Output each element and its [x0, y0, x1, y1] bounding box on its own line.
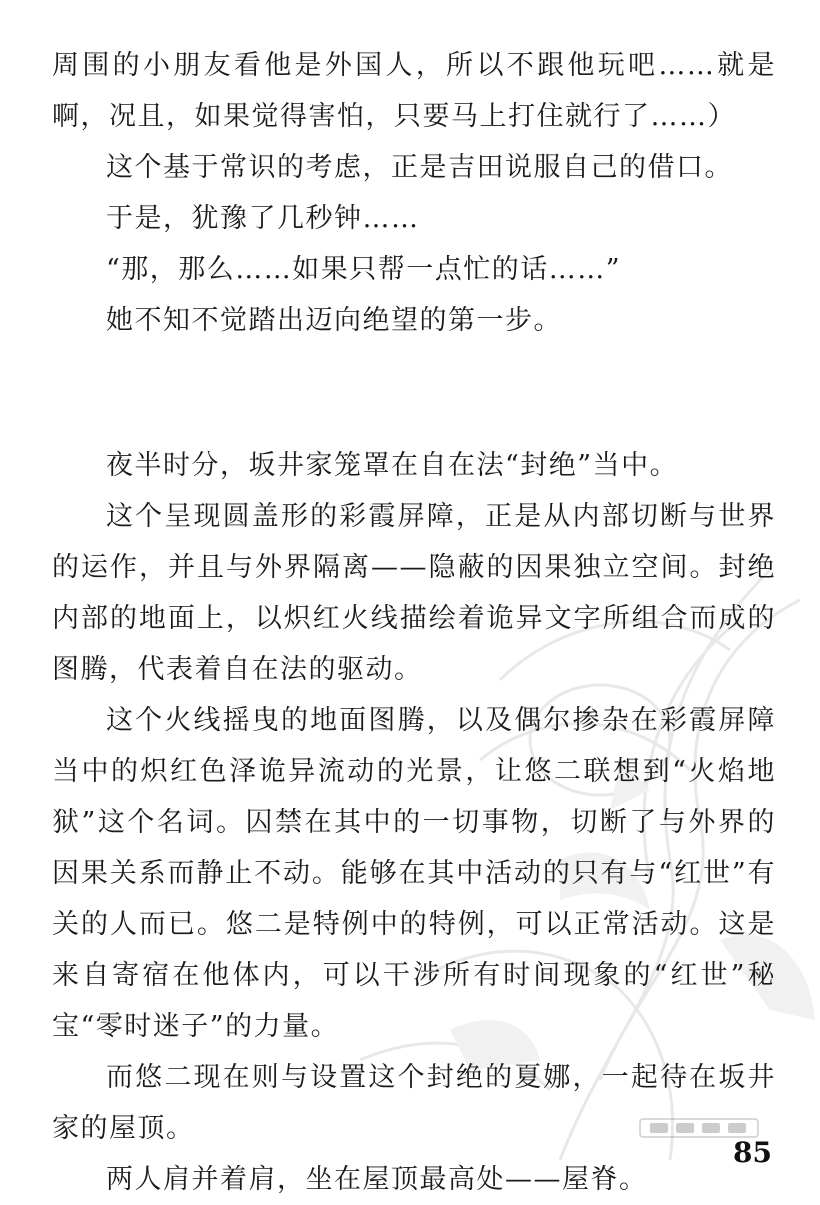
paragraph: 而悠二现在则与设置这个封绝的夏娜，一起待在坂井家的屋顶。: [52, 1062, 776, 1144]
paragraph: 她不知不觉踏出迈向绝望的第一步。: [106, 305, 562, 336]
paragraph: 周围的小朋友看他是外国人，所以不跟他玩吧……就是啊，况且，如果觉得害怕，只要马上打住就行了……）: [52, 50, 776, 132]
text-section-1: [52, 40, 776, 346]
paragraph: 这个基于常识的考虑，正是吉田说服自己的借口。: [106, 152, 733, 183]
paragraph: 两人肩并着肩，坐在屋顶最高处——屋脊。: [106, 1164, 648, 1195]
paragraph: 这个火线摇曳的地面图腾，以及偶尔掺杂在彩霞屏障当中的炽红色泽诡异流动的光景，让悠二联想到“火焰地狱”这个名词。囚禁在其中的一切事物，切断了与外界的因果关系而静止不动。能够在其中活动的只有与“红世”有关的人而已。悠二是特例中的特例，可以正常活动。这是来自寄宿在他体内，可以干涉所有时间现象的“红世”秘宝“零时迷子”的力量。: [52, 705, 776, 1042]
text-section-2: [52, 440, 776, 1205]
paragraph: 于是，犹豫了几秒钟……: [106, 203, 420, 234]
paragraph: 夜半时分，坂井家笼罩在自在法“封绝”当中。: [106, 450, 679, 481]
paragraph: 这个呈现圆盖形的彩霞屏障，正是从内部切断与世界的运作，并且与外界隔离——隐蔽的因果独立空间。封绝内部的地面上，以炽红火线描绘着诡异文字所组合而成的图腾，代表着自在法的驱动。: [52, 501, 776, 685]
page-number: 85: [733, 1136, 772, 1169]
paragraph: “那，那么……如果只帮一点忙的话……”: [106, 254, 622, 285]
